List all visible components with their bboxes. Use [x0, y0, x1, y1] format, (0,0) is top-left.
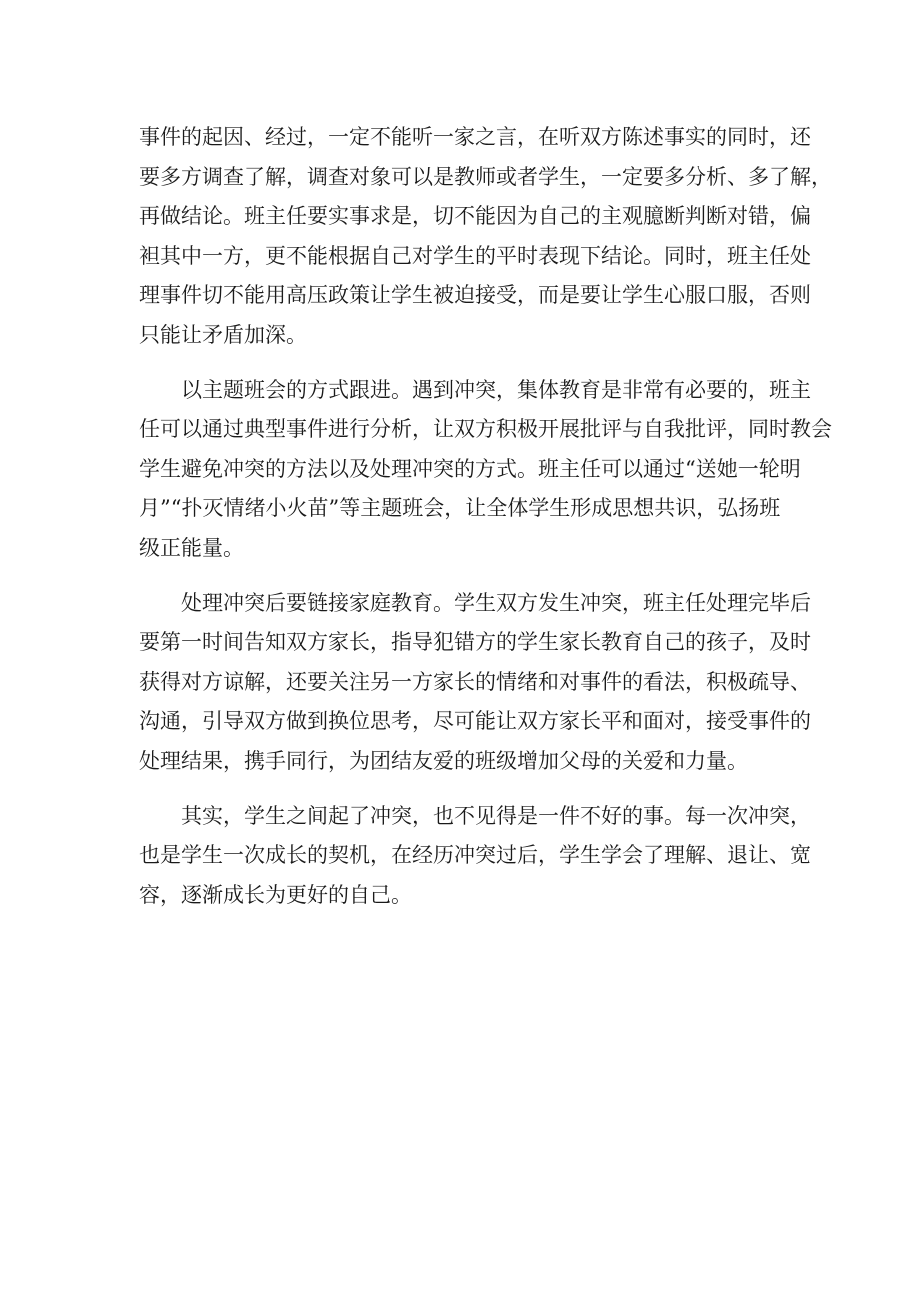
paragraph-line: 处理结果，携手同行，为团结友爱的班级增加父母的关爱和力量。	[139, 748, 748, 773]
paragraph-3	[139, 584, 811, 782]
paragraph-spacer	[139, 782, 779, 797]
paragraph-line: 容，逐渐成长为更好的自己。	[139, 882, 412, 907]
paragraph-line: 学生避免冲突的方法以及处理冲突的方式。班主任可以通过“送她一轮明	[139, 456, 801, 481]
paragraph-line: 处理冲突后要链接家庭教育。学生双方发生冲突，班主任处理完毕后	[181, 590, 811, 615]
paragraph-line: 理事件切不能用高压政策让学生被迫接受，而是要让学生心服口服，否则	[139, 283, 811, 308]
paragraph-2	[139, 371, 832, 569]
paragraph-line: 再做结论。班主任要实事求是，切不能因为自己的主观臆断判断对错，偏	[139, 204, 811, 229]
paragraph-line: 事件的起因、经过，一定不能听一家之言，在听双方陈述事实的同时，还	[139, 125, 811, 149]
paragraph-spacer	[139, 356, 779, 371]
paragraph-1	[139, 118, 832, 356]
paragraph-4	[139, 797, 811, 916]
paragraph-line: 级正能量。	[139, 535, 244, 560]
paragraph-line: 袒其中一方，更不能根据自己对学生的平时表现下结论。同时，班主任处	[139, 243, 811, 268]
paragraph-line: 获得对方谅解，还要关注另一方家长的情绪和对事件的看法，积极疏导、	[139, 669, 811, 694]
paragraph-line: 任可以通过典型事件进行分析，让双方积极开展批评与自我批评，同时教会	[139, 417, 832, 442]
paragraph-line: 只能让矛盾加深。	[139, 322, 307, 347]
paragraph-line: 月”“扑灭情绪小火苗”等主题班会，让全体学生形成思想共识，弘扬班	[139, 496, 781, 521]
paragraph-spacer	[139, 569, 779, 584]
paragraph-line: 要多方调查了解，调查对象可以是教师或者学生，一定要多分析、多了解，	[139, 164, 832, 189]
paragraph-line: 也是学生一次成长的契机，在经历冲突过后，学生学会了理解、退让、宽	[139, 843, 811, 868]
paragraph-line: 其实，学生之间起了冲突，也不见得是一件不好的事。每一次冲突，	[181, 803, 811, 828]
document-body	[139, 118, 832, 915]
paragraph-line: 沟通，引导双方做到换位思考，尽可能让双方家长平和面对，接受事件的	[139, 709, 811, 734]
paragraph-line: 要第一时间告知双方家长，指导犯错方的学生家长教育自己的孩子，及时	[139, 630, 811, 655]
paragraph-line: 以主题班会的方式跟进。遇到冲突，集体教育是非常有必要的，班主	[181, 377, 811, 402]
